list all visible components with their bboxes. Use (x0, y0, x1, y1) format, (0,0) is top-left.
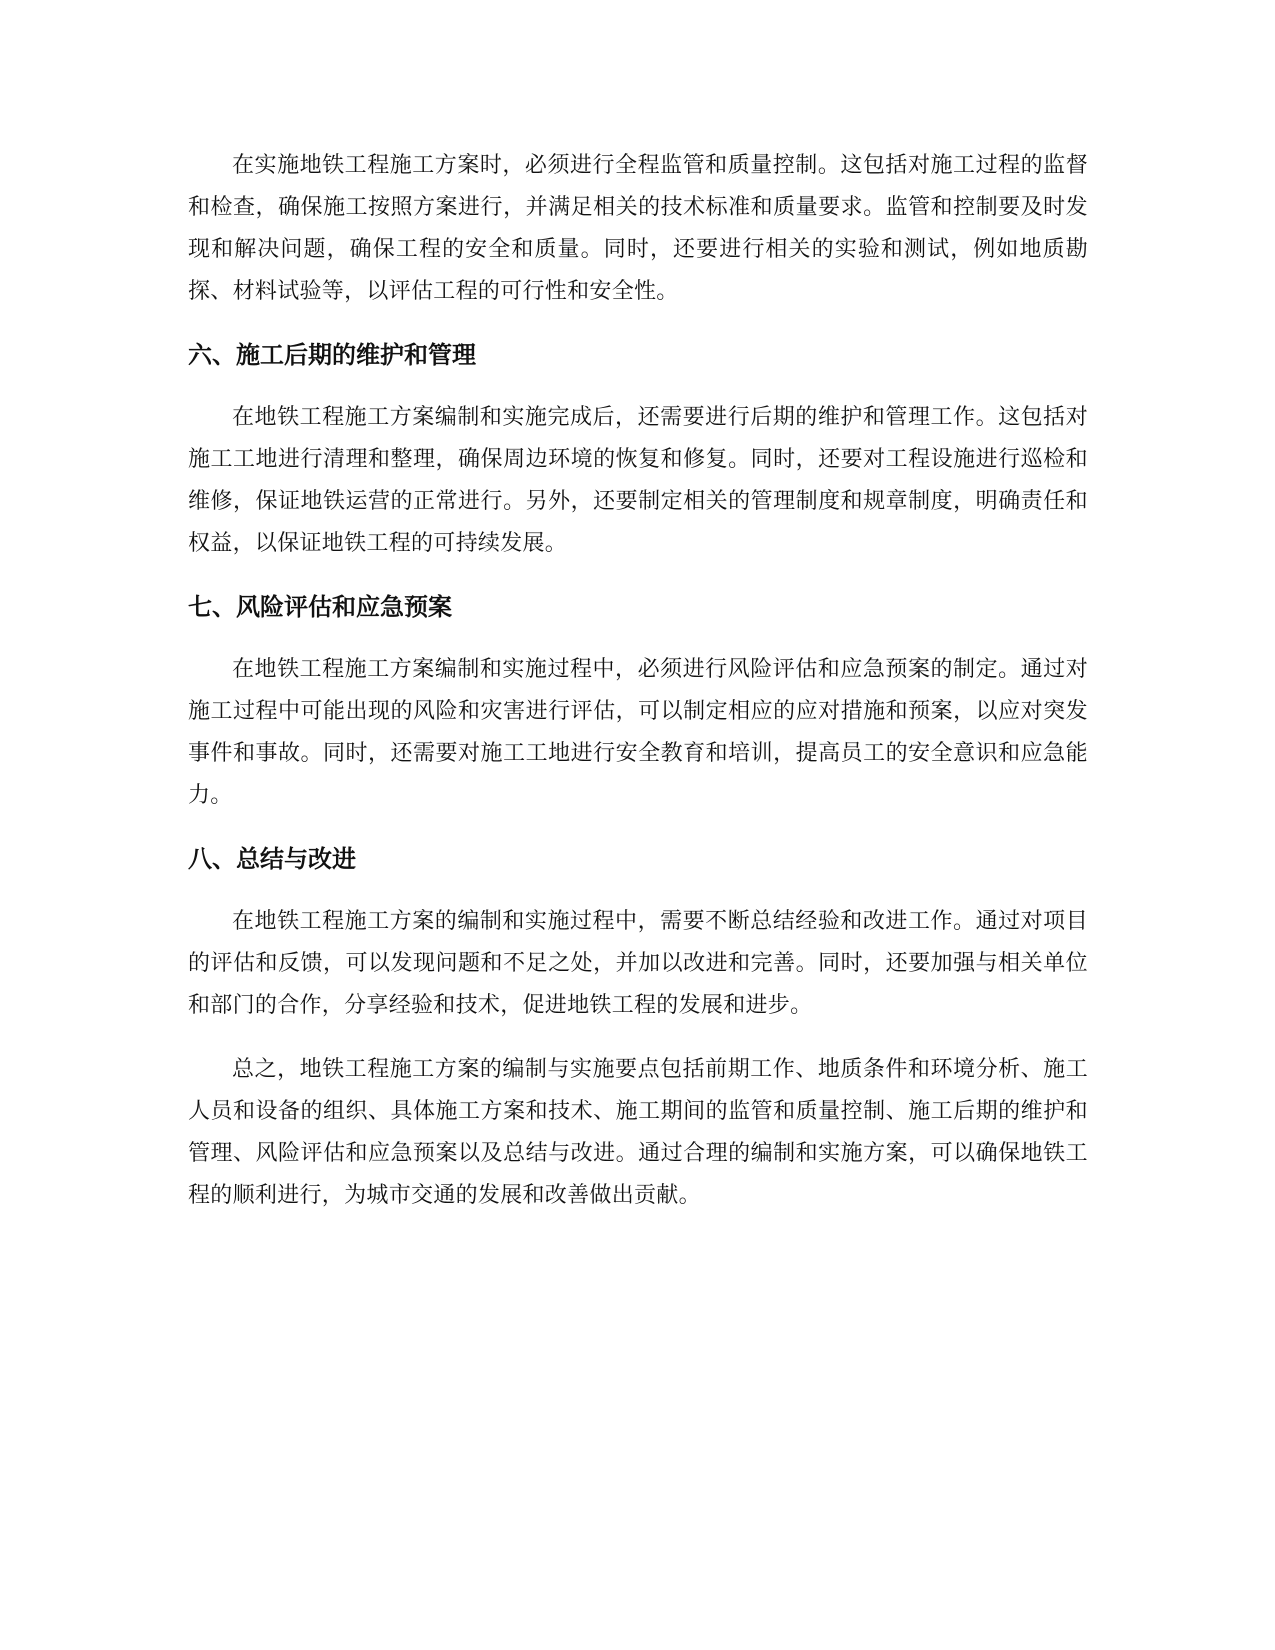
section-heading-summary: 八、总结与改进 (188, 845, 356, 873)
document-page (188, 145, 1088, 1239)
section-heading-risk: 七、风险评估和应急预案 (188, 593, 452, 621)
intro-paragraph: 在实施地铁工程施工方案时，必须进行全程监管和质量控制。这包括对施工过程的监督和检查，确保施工按照方案进行，并满足相关的技术标准和质量要求。监管和控制要及时发现和解决问题，确保工程的安全和质量。同时，还要进行相关的实验和测试，例如地质勘探、材料试验等，以评估工程的可行性和安全性。 (188, 153, 1088, 304)
conclusion-paragraph: 总之，地铁工程施工方案的编制与实施要点包括前期工作、地质条件和环境分析、施工人员和设备的组织、具体施工方案和技术、施工期间的监管和质量控制、施工后期的维护和管理、风险评估和应急预案以及总结与改进。通过合理的编制和实施方案，可以确保地铁工程的顺利进行，为城市交通的发展和改善做出贡献。 (188, 1057, 1088, 1208)
section-heading-maintenance: 六、施工后期的维护和管理 (188, 341, 476, 369)
section-paragraph-summary: 在地铁工程施工方案的编制和实施过程中，需要不断总结经验和改进工作。通过对项目的评估和反馈，可以发现问题和不足之处，并加以改进和完善。同时，还要加强与相关单位和部门的合作，分享经验和技术，促进地铁工程的发展和进步。 (188, 909, 1088, 1018)
section-paragraph-risk: 在地铁工程施工方案编制和实施过程中，必须进行风险评估和应急预案的制定。通过对施工过程中可能出现的风险和灾害进行评估，可以制定相应的应对措施和预案，以应对突发事件和事故。同时，还需要对施工工地进行安全教育和培训，提高员工的安全意识和应急能力。 (188, 657, 1088, 808)
section-paragraph-maintenance: 在地铁工程施工方案编制和实施完成后，还需要进行后期的维护和管理工作。这包括对施工工地进行清理和整理，确保周边环境的恢复和修复。同时，还要对工程设施进行巡检和维修，保证地铁运营的正常进行。另外，还要制定相关的管理制度和规章制度，明确责任和权益，以保证地铁工程的可持续发展。 (188, 405, 1088, 556)
